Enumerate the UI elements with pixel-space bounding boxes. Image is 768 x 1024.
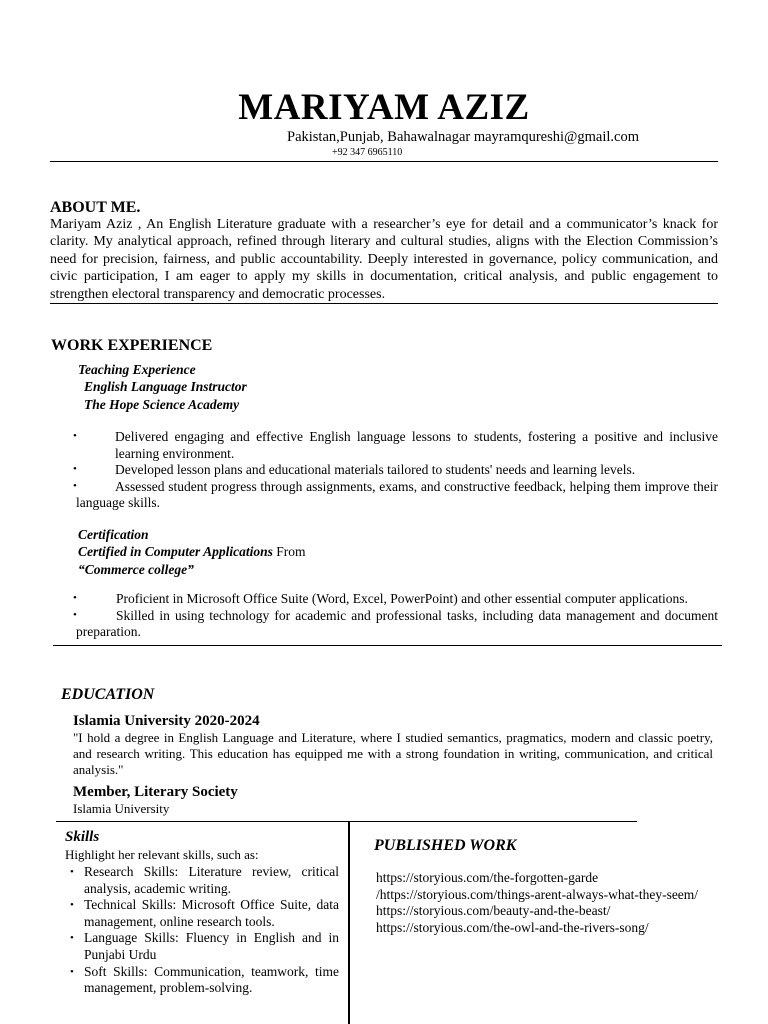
- work-divider: [53, 645, 722, 646]
- teaching-role: English Language Instructor: [84, 379, 247, 394]
- skills-heading: Skills: [65, 829, 100, 845]
- column-divider: [348, 821, 350, 1024]
- list-item: • Soft Skills: Communication, teamwork, time management, problem-solving.: [70, 963, 339, 996]
- teaching-bullets: [73, 429, 718, 512]
- bullet-icon: •: [73, 430, 77, 442]
- skills-intro: Highlight her relevant skills, such as:: [65, 847, 259, 862]
- candidate-name: MARIYAM AZIZ: [238, 87, 530, 128]
- list-item: • Language Skills: Fluency in English and in Punjabi Urdu: [70, 930, 339, 962]
- member-org: Islamia University: [73, 801, 170, 816]
- list-item: • Research Skills: Literature review, critical analysis, academic writing.: [70, 864, 339, 896]
- about-divider: [50, 303, 718, 304]
- published-heading: PUBLISHED WORK: [374, 837, 517, 854]
- certification-from: From: [272, 544, 306, 559]
- published-link[interactable]: /https://storyious.com/things-arent-always-what-they-seem/: [376, 886, 699, 902]
- skills-list: [64, 864, 339, 997]
- about-heading: ABOUT ME.: [50, 199, 141, 216]
- certification-title: Certification: [78, 527, 149, 542]
- teaching-org: The Hope Science Academy: [84, 397, 240, 412]
- member-title: Member, Literary Society: [73, 784, 238, 800]
- bullet-icon: •: [73, 463, 77, 476]
- phone-number: +92 347 6965110: [332, 147, 403, 158]
- about-text: Mariyam Aziz , An English Literature graduate with a researcher’s eye for detail and a communicator’s knack for clarity. My analytical approach, refined through literary and cultural studies, aligns with the Election Commission’s need for precision, fairness, and public accountability. Deeply interested in governance, policy communication, and civic participation, I am eager to apply my skills in documentation, critical analysis, and public engagement to strengthen electoral transparency and democratic processes.: [50, 217, 718, 302]
- list-item: • Proficient in Microsoft Office Suite (Word, Excel, PowerPoint) and other essential computer applications.: [73, 591, 688, 606]
- bullet-icon: •: [70, 899, 74, 912]
- certification-bullets: [73, 591, 718, 641]
- published-links: [376, 870, 698, 936]
- list-item: • Delivered engaging and effective English language lessons to students, fostering a positive and inclusive learning environment.: [73, 429, 718, 461]
- certification-college: “Commerce college”: [78, 562, 194, 577]
- teaching-title: Teaching Experience: [78, 362, 196, 377]
- published-link[interactable]: https://storyious.com/the-owl-and-the-rivers-song/: [376, 919, 649, 935]
- education-divider: [56, 821, 637, 822]
- list-item: • Skilled in using technology for academic and professional tasks, including data management and document preparation.: [73, 607, 718, 640]
- bullet-icon: •: [70, 866, 74, 878]
- bullet-icon: •: [73, 592, 77, 604]
- published-link[interactable]: https://storyious.com/beauty-and-the-beast/: [376, 903, 611, 919]
- education-description: "I hold a degree in English Language and Literature, where I studied semantics, pragmatics, modern and classic poetry, and research writing. This education has equipped me with a strong foundation in writing, communication, and critical analysis.": [73, 730, 713, 778]
- list-item: • Assessed student progress through assignments, exams, and constructive feedback, helping them improve their language skills.: [73, 478, 718, 511]
- bullet-icon: •: [73, 479, 77, 492]
- bullet-icon: •: [70, 965, 74, 978]
- contact-line: Pakistan,Punjab, Bahawalnagar mayramqureshi@gmail.com: [287, 129, 640, 145]
- published-link[interactable]: https://storyious.com/the-forgotten-garde: [376, 870, 599, 885]
- certification-name: Certified in Computer Applications: [78, 544, 273, 559]
- header-divider: [50, 161, 718, 162]
- education-heading: EDUCATION: [61, 686, 155, 703]
- bullet-icon: •: [70, 932, 74, 945]
- list-item: • Technical Skills: Microsoft Office Suite, data management, online research tools.: [70, 897, 339, 929]
- certification-line: [78, 543, 306, 561]
- education-university: Islamia University 2020-2024: [73, 713, 260, 729]
- list-item: • Developed lesson plans and educational materials tailored to students' needs and learning levels.: [73, 462, 636, 478]
- work-heading: WORK EXPERIENCE: [51, 337, 213, 354]
- bullet-icon: •: [73, 608, 77, 621]
